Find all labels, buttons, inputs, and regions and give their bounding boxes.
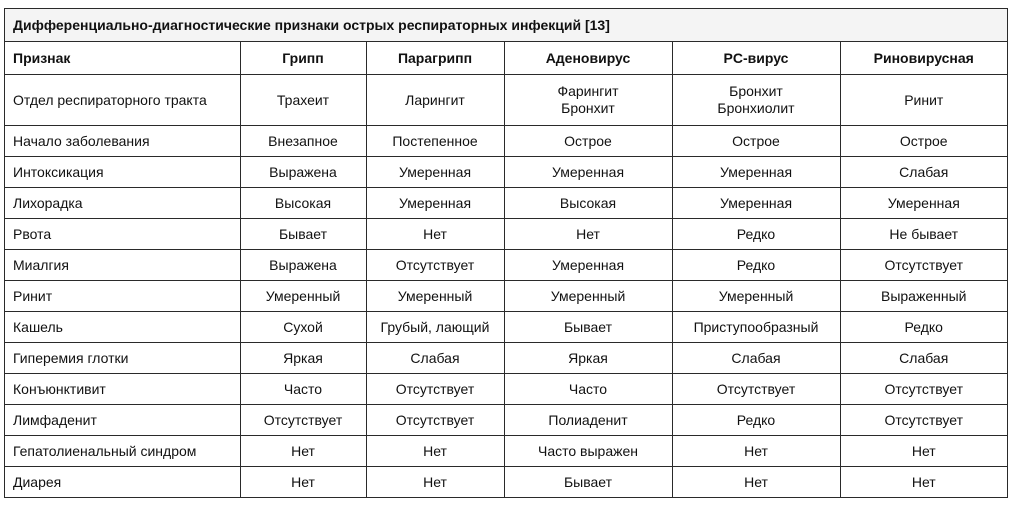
- table-cell: Умеренный: [504, 281, 672, 312]
- table-row-label: Интоксикация: [5, 157, 240, 188]
- table-cell: Сухой: [240, 312, 366, 343]
- table-title: Дифференциально-диагностические признаки острых респираторных инфекций [13]: [5, 9, 1007, 42]
- table-cell: Отсутствует: [366, 250, 504, 281]
- table-row: [5, 188, 1007, 219]
- table-row: [5, 405, 1007, 436]
- table-cell: Нет: [504, 219, 672, 250]
- table-cell: Полиаденит: [504, 405, 672, 436]
- table-row: [5, 157, 1007, 188]
- header-adenovirus: Аденовирус: [504, 42, 672, 75]
- table-row: [5, 250, 1007, 281]
- table-cell: Нет: [840, 467, 1007, 498]
- table-row-label: Диарея: [5, 467, 240, 498]
- table-cell: Бывает: [504, 467, 672, 498]
- table-cell: Редко: [672, 405, 840, 436]
- header-parainfluenza: Парагрипп: [366, 42, 504, 75]
- table-cell: Яркая: [240, 343, 366, 374]
- table-cell: Острое: [672, 126, 840, 157]
- table-cell: Слабая: [366, 343, 504, 374]
- table-cell: Трахеит: [240, 75, 366, 126]
- table-cell: Отсутствует: [240, 405, 366, 436]
- table-cell: Отсутствует: [672, 374, 840, 405]
- table-cell: Часто: [504, 374, 672, 405]
- table-cell: Умеренная: [366, 157, 504, 188]
- table-row: [5, 75, 1007, 126]
- table-cell: Умеренная: [672, 157, 840, 188]
- table-cell: Часто выражен: [504, 436, 672, 467]
- table-cell: Яркая: [504, 343, 672, 374]
- table-cell: Бронхит Бронхиолит: [672, 75, 840, 126]
- table-cell: Высокая: [240, 188, 366, 219]
- table-cell: Нет: [366, 467, 504, 498]
- table-row-label: Гепатолиенальный синдром: [5, 436, 240, 467]
- table-cell: Редко: [672, 250, 840, 281]
- table-row: [5, 281, 1007, 312]
- table-cell: Ларингит: [366, 75, 504, 126]
- table-row-label: Отдел респираторного тракта: [5, 75, 240, 126]
- table-row-label: Рвота: [5, 219, 240, 250]
- table-cell: Редко: [672, 219, 840, 250]
- table-cell: Умеренная: [504, 157, 672, 188]
- table-cell: Редко: [840, 312, 1007, 343]
- table-row-label: Кашель: [5, 312, 240, 343]
- table-cell: Грубый, лающий: [366, 312, 504, 343]
- table-cell: Острое: [840, 126, 1007, 157]
- header-rhinovirus: Риновирусная: [840, 42, 1007, 75]
- table-cell: Слабая: [840, 157, 1007, 188]
- table-cell: Отсутствует: [840, 405, 1007, 436]
- header-rs-virus: PC-вирус: [672, 42, 840, 75]
- table-row-label: Лимфаденит: [5, 405, 240, 436]
- table-cell: Нет: [672, 436, 840, 467]
- table-row: [5, 374, 1007, 405]
- table-cell: Приступообразный: [672, 312, 840, 343]
- table-row-label: Начало заболевания: [5, 126, 240, 157]
- table-row-label: Миалгия: [5, 250, 240, 281]
- table-cell: Высокая: [504, 188, 672, 219]
- table-cell: Нет: [240, 467, 366, 498]
- table-cell: Бывает: [240, 219, 366, 250]
- table-cell: Внезапное: [240, 126, 366, 157]
- table-cell: Не бывает: [840, 219, 1007, 250]
- diagnostic-table-frame: [4, 8, 1008, 498]
- table-row-label: Лихорадка: [5, 188, 240, 219]
- table-cell: Отсутствует: [366, 405, 504, 436]
- table-row: [5, 126, 1007, 157]
- table-row-label: Ринит: [5, 281, 240, 312]
- table-cell: Постепенное: [366, 126, 504, 157]
- table-cell: Выражена: [240, 157, 366, 188]
- table-cell: Нет: [366, 219, 504, 250]
- table-body: [5, 75, 1007, 498]
- table-row: [5, 312, 1007, 343]
- table-cell: Отсутствует: [840, 250, 1007, 281]
- table-cell: Ринит: [840, 75, 1007, 126]
- table-cell: Фарингит Бронхит: [504, 75, 672, 126]
- table-cell: Отсутствует: [366, 374, 504, 405]
- table-row-label: Гиперемия глотки: [5, 343, 240, 374]
- table-cell: Слабая: [840, 343, 1007, 374]
- table-row-label: Конъюнктивит: [5, 374, 240, 405]
- table-cell: Отсутствует: [840, 374, 1007, 405]
- table-cell: Умеренная: [366, 188, 504, 219]
- table-cell: Слабая: [672, 343, 840, 374]
- table-row: [5, 343, 1007, 374]
- table-cell: Нет: [840, 436, 1007, 467]
- table-cell: Умеренная: [672, 188, 840, 219]
- table-cell: Умеренная: [840, 188, 1007, 219]
- table-cell: Выраженный: [840, 281, 1007, 312]
- diagnostic-table: [5, 42, 1007, 497]
- table-cell: Часто: [240, 374, 366, 405]
- table-cell: Умеренный: [240, 281, 366, 312]
- header-influenza: Грипп: [240, 42, 366, 75]
- table-cell: Нет: [240, 436, 366, 467]
- table-header-row: [5, 42, 1007, 75]
- table-cell: Нет: [366, 436, 504, 467]
- table-cell: Умеренная: [504, 250, 672, 281]
- table-cell: Бывает: [504, 312, 672, 343]
- table-row: [5, 467, 1007, 498]
- table-cell: Нет: [672, 467, 840, 498]
- header-sign: Признак: [5, 42, 240, 75]
- table-cell: Выражена: [240, 250, 366, 281]
- table-row: [5, 436, 1007, 467]
- table-cell: Умеренный: [366, 281, 504, 312]
- table-row: [5, 219, 1007, 250]
- table-cell: Острое: [504, 126, 672, 157]
- table-cell: Умеренный: [672, 281, 840, 312]
